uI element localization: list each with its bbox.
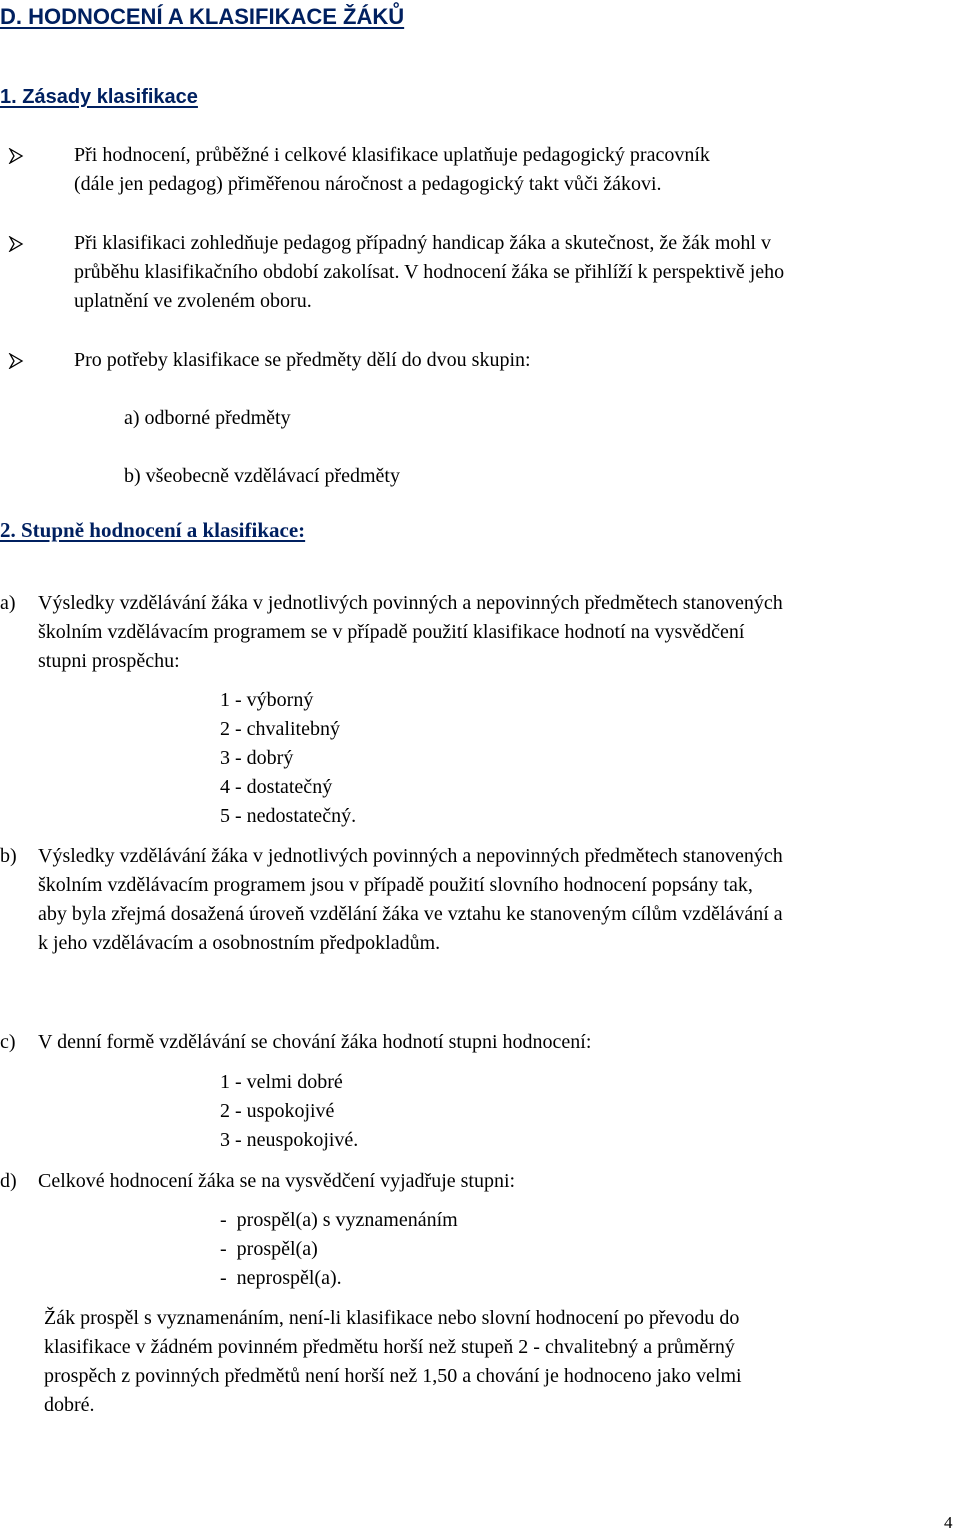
item-a-line-2: školním vzdělávacím programem se v případě použití klasifikace hodnotí na vysvědčení (38, 621, 745, 643)
grade-item: 2 - chvalitebný (220, 718, 340, 740)
grade-item: 3 - dobrý (220, 747, 294, 769)
overall-grade-item: - prospěl(a) (220, 1238, 318, 1260)
item-a-marker: a) (0, 592, 16, 614)
bullet-2-line-1: Při klasifikaci zohledňuje pedagog případný handicap žáka a skutečnost, že žák mohl v (74, 232, 771, 254)
behavior-grade-item: 2 - uspokojivé (220, 1100, 335, 1122)
arrow-bullet-icon (8, 236, 24, 252)
grade-item: 1 - výborný (220, 689, 314, 711)
bullet-3-line-1: Pro potřeby klasifikace se předměty dělí do dvou skupin: (74, 349, 531, 371)
item-c-line-1: V denní formě vzdělávání se chování žáka hodnotí stupni hodnocení: (38, 1031, 592, 1053)
item-b-line-1: Výsledky vzdělávání žáka v jednotlivých povinných a nepovinných předmětech stanovených (38, 845, 783, 867)
behavior-grade-item: 1 - velmi dobré (220, 1071, 343, 1093)
item-b-line-2: školním vzdělávacím programem jsou v případě použití slovního hodnocení popsány tak, (38, 874, 753, 896)
closing-line-3: prospěch z povinných předmětů není horší než 1,50 a chování je hodnoceno jako velmi (44, 1365, 742, 1387)
group-item: b) všeobecně vzdělávací předměty (124, 465, 400, 487)
item-b-line-3: aby byla zřejmá dosažená úroveň vzdělání žáka ve vztahu ke stanoveným cílům vzdělávání a (38, 903, 783, 925)
item-c-marker: c) (0, 1031, 16, 1053)
closing-line-1: Žák prospěl s vyznamenáním, není-li klasifikace nebo slovní hodnocení po převodu do (44, 1307, 740, 1329)
behavior-grade-item: 3 - neuspokojivé. (220, 1129, 359, 1151)
grade-item: 4 - dostatečný (220, 776, 333, 798)
bullet-2-line-2: průběhu klasifikačního období zakolísat. V hodnocení žáka se přihlíží k perspektivě jeho (74, 261, 785, 283)
item-d-line-1: Celkové hodnocení žáka se na vysvědčení vyjadřuje stupni: (38, 1170, 516, 1192)
arrow-bullet-icon (8, 148, 24, 164)
item-d-marker: d) (0, 1170, 17, 1192)
closing-line-2: klasifikace v žádném povinném předmětu horší než stupeň 2 - chvalitebný a průměrný (44, 1336, 735, 1358)
item-a-line-3: stupni prospěchu: (38, 650, 180, 672)
bullet-1-line-1: Při hodnocení, průběžné i celkové klasifikace uplatňuje pedagogický pracovník (74, 144, 710, 166)
bullet-1-line-2: (dále jen pedagog) přiměřenou náročnost a pedagogický takt vůči žákovi. (74, 173, 662, 195)
arrow-bullet-icon (8, 353, 24, 369)
bullet-2-line-3: uplatnění ve zvoleném oboru. (74, 290, 312, 312)
page-number: 4 (944, 1513, 953, 1532)
grade-item: 5 - nedostatečný. (220, 805, 357, 827)
section-2-heading: 2. Stupně hodnocení a klasifikace: (0, 518, 306, 542)
item-b-line-4: k jeho vzdělávacím a osobnostním předpokladům. (38, 932, 441, 954)
item-b-marker: b) (0, 845, 17, 867)
group-item: a) odborné předměty (124, 407, 291, 429)
overall-grade-item: - prospěl(a) s vyznamenáním (220, 1209, 458, 1231)
item-a-line-1: Výsledky vzdělávání žáka v jednotlivých povinných a nepovinných předmětech stanovených (38, 592, 783, 614)
closing-line-4: dobré. (44, 1394, 95, 1416)
section-1-heading: 1. Zásady klasifikace (0, 86, 198, 108)
overall-grade-item: - neprospěl(a). (220, 1267, 342, 1289)
page-title: D. HODNOCENÍ A KLASIFIKACE ŽÁKŮ (0, 4, 405, 29)
